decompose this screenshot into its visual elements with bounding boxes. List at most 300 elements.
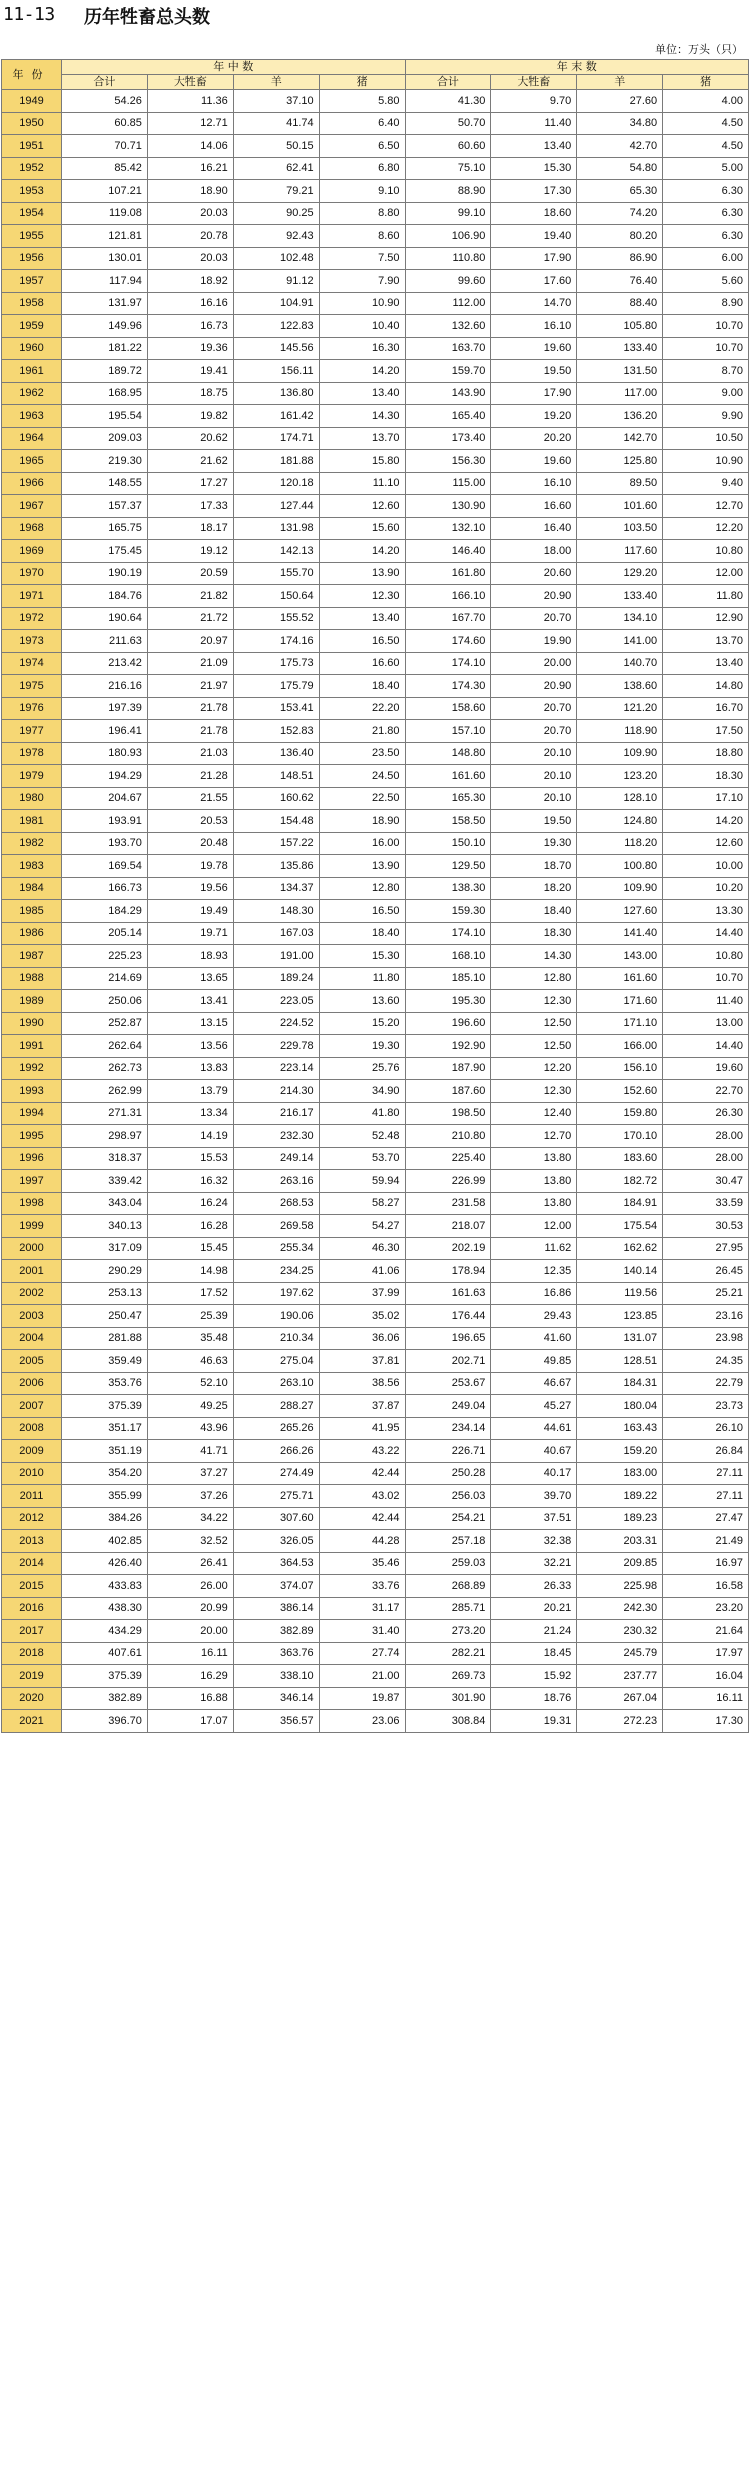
end-total-cell: 99.10 [405,202,491,225]
mid-sheep-cell: 135.86 [233,855,319,878]
mid-total-cell: 351.19 [62,1440,148,1463]
table-row [2,765,749,788]
table-row [2,1192,749,1215]
mid-total-cell: 355.99 [62,1485,148,1508]
table-row [2,585,749,608]
mid-total-cell: 375.39 [62,1665,148,1688]
mid-total-cell: 131.97 [62,292,148,315]
mid-pig-cell: 37.81 [319,1350,405,1373]
mid-sheep-cell: 157.22 [233,832,319,855]
mid-pig-cell: 31.40 [319,1620,405,1643]
mid-sheep-cell: 175.73 [233,652,319,675]
table-row [2,1642,749,1665]
end-pig-cell: 10.00 [663,855,749,878]
end-total-cell: 174.60 [405,630,491,653]
end-pig-cell: 27.47 [663,1507,749,1530]
mid-large-livestock-cell: 20.00 [147,1620,233,1643]
end-total-cell: 146.40 [405,540,491,563]
end-pig-cell: 5.00 [663,157,749,180]
mid-large-livestock-cell: 19.36 [147,337,233,360]
year-cell: 1997 [2,1170,62,1193]
end-pig-cell: 16.04 [663,1665,749,1688]
end-pig-cell: 14.40 [663,922,749,945]
end-sheep-cell: 136.20 [577,405,663,428]
table-row [2,1620,749,1643]
year-cell: 1993 [2,1080,62,1103]
year-cell: 1951 [2,135,62,158]
end-total-cell: 115.00 [405,472,491,495]
mid-total-cell: 317.09 [62,1237,148,1260]
mid-sheep-cell: 288.27 [233,1395,319,1418]
year-cell: 2018 [2,1642,62,1665]
end-large-livestock-cell: 17.30 [491,180,577,203]
mid-large-livestock-cell: 37.27 [147,1462,233,1485]
mid-pig-cell: 46.30 [319,1237,405,1260]
table-row [2,360,749,383]
mid-large-livestock-cell: 19.41 [147,360,233,383]
year-cell: 1972 [2,607,62,630]
end-large-livestock-cell: 20.20 [491,427,577,450]
mid-pig-cell: 22.50 [319,787,405,810]
mid-sheep-cell: 275.04 [233,1350,319,1373]
year-cell: 1976 [2,697,62,720]
end-pig-cell: 9.90 [663,405,749,428]
end-sheep-cell: 134.10 [577,607,663,630]
end-sheep-cell: 123.20 [577,765,663,788]
mid-large-livestock-cell: 20.97 [147,630,233,653]
title-bar [0,0,751,28]
end-pig-cell: 17.97 [663,1642,749,1665]
end-pig-cell: 18.80 [663,742,749,765]
end-pig-cell: 4.50 [663,112,749,135]
table-row [2,652,749,675]
end-large-livestock-cell: 16.10 [491,315,577,338]
mid-pig-cell: 13.90 [319,562,405,585]
end-pig-cell: 26.84 [663,1440,749,1463]
end-sheep-cell: 171.10 [577,1012,663,1035]
year-cell: 1985 [2,900,62,923]
end-large-livestock-cell: 19.50 [491,810,577,833]
mid-pig-cell: 15.20 [319,1012,405,1035]
end-total-cell: 130.90 [405,495,491,518]
mid-pig-cell: 15.60 [319,517,405,540]
mid-total-cell: 426.40 [62,1552,148,1575]
mid-sheep-cell: 234.25 [233,1260,319,1283]
mid-large-livestock-cell: 12.71 [147,112,233,135]
year-cell: 1956 [2,247,62,270]
table-row [2,900,749,923]
table-row [2,607,749,630]
end-total-cell: 282.21 [405,1642,491,1665]
end-total-cell: 132.60 [405,315,491,338]
table-row [2,855,749,878]
mid-large-livestock-cell: 13.83 [147,1057,233,1080]
year-cell: 1988 [2,967,62,990]
mid-sheep-cell: 255.34 [233,1237,319,1260]
end-pig-cell: 11.40 [663,990,749,1013]
mid-sheep-cell: 263.10 [233,1372,319,1395]
end-sheep-cell: 183.60 [577,1147,663,1170]
mid-pig-cell: 19.30 [319,1035,405,1058]
year-cell: 1949 [2,90,62,113]
end-total-cell: 165.40 [405,405,491,428]
table-row [2,495,749,518]
end-sheep-cell: 242.30 [577,1597,663,1620]
end-large-livestock-cell: 20.10 [491,787,577,810]
mid-sheep-cell: 174.16 [233,630,319,653]
table-row [2,1125,749,1148]
mid-total-cell: 70.71 [62,135,148,158]
sub-header: 合计 [405,75,491,90]
end-large-livestock-cell: 20.00 [491,652,577,675]
end-sheep-cell: 183.00 [577,1462,663,1485]
end-sheep-cell: 100.80 [577,855,663,878]
mid-large-livestock-cell: 49.25 [147,1395,233,1418]
end-sheep-cell: 128.51 [577,1350,663,1373]
end-large-livestock-cell: 44.61 [491,1417,577,1440]
table-row [2,1170,749,1193]
mid-large-livestock-cell: 20.48 [147,832,233,855]
mid-pig-cell: 43.22 [319,1440,405,1463]
end-total-cell: 99.60 [405,270,491,293]
end-large-livestock-cell: 32.21 [491,1552,577,1575]
end-total-cell: 273.20 [405,1620,491,1643]
mid-pig-cell: 9.10 [319,180,405,203]
end-sheep-cell: 152.60 [577,1080,663,1103]
mid-pig-cell: 16.50 [319,630,405,653]
mid-large-livestock-cell: 19.56 [147,877,233,900]
table-row [2,1417,749,1440]
table-row [2,1485,749,1508]
mid-sheep-cell: 268.53 [233,1192,319,1215]
end-sheep-cell: 184.31 [577,1372,663,1395]
end-total-cell: 187.90 [405,1057,491,1080]
mid-large-livestock-cell: 16.16 [147,292,233,315]
year-cell: 1979 [2,765,62,788]
mid-pig-cell: 12.30 [319,585,405,608]
mid-total-cell: 193.91 [62,810,148,833]
end-sheep-cell: 159.80 [577,1102,663,1125]
end-sheep-cell: 189.22 [577,1485,663,1508]
table-row [2,540,749,563]
end-large-livestock-cell: 41.60 [491,1327,577,1350]
end-large-livestock-cell: 45.27 [491,1395,577,1418]
year-cell: 1955 [2,225,62,248]
table-row [2,1305,749,1328]
mid-sheep-cell: 155.52 [233,607,319,630]
end-large-livestock-cell: 20.90 [491,585,577,608]
mid-sheep-cell: 127.44 [233,495,319,518]
year-cell: 1950 [2,112,62,135]
year-cell: 1969 [2,540,62,563]
mid-total-cell: 211.63 [62,630,148,653]
year-cell: 1963 [2,405,62,428]
end-pig-cell: 28.00 [663,1147,749,1170]
mid-total-cell: 271.31 [62,1102,148,1125]
mid-total-cell: 354.20 [62,1462,148,1485]
mid-large-livestock-cell: 18.17 [147,517,233,540]
end-total-cell: 129.50 [405,855,491,878]
year-cell: 1975 [2,675,62,698]
end-large-livestock-cell: 19.50 [491,360,577,383]
end-sheep-cell: 140.14 [577,1260,663,1283]
table-row [2,1350,749,1373]
mid-pig-cell: 59.94 [319,1170,405,1193]
year-cell: 1996 [2,1147,62,1170]
mid-total-cell: 180.93 [62,742,148,765]
end-large-livestock-cell: 29.43 [491,1305,577,1328]
year-cell: 2007 [2,1395,62,1418]
end-sheep-cell: 272.23 [577,1710,663,1733]
mid-total-cell: 175.45 [62,540,148,563]
end-total-cell: 166.10 [405,585,491,608]
mid-large-livestock-cell: 16.88 [147,1687,233,1710]
end-sheep-cell: 156.10 [577,1057,663,1080]
mid-sheep-cell: 167.03 [233,922,319,945]
mid-sheep-cell: 338.10 [233,1665,319,1688]
year-cell: 1961 [2,360,62,383]
mid-large-livestock-cell: 20.78 [147,225,233,248]
end-pig-cell: 13.70 [663,630,749,653]
year-cell: 2001 [2,1260,62,1283]
mid-sheep-cell: 156.11 [233,360,319,383]
end-sheep-cell: 129.20 [577,562,663,585]
end-pig-cell: 6.30 [663,225,749,248]
end-total-cell: 132.10 [405,517,491,540]
end-sheep-cell: 117.00 [577,382,663,405]
mid-sheep-cell: 136.80 [233,382,319,405]
end-large-livestock-cell: 18.30 [491,922,577,945]
end-pig-cell: 26.10 [663,1417,749,1440]
mid-pig-cell: 43.02 [319,1485,405,1508]
mid-sheep-cell: 266.26 [233,1440,319,1463]
table-row [2,180,749,203]
mid-sheep-cell: 155.70 [233,562,319,585]
year-cell: 2010 [2,1462,62,1485]
mid-pig-cell: 13.60 [319,990,405,1013]
end-sheep-cell: 88.40 [577,292,663,315]
year-cell: 2006 [2,1372,62,1395]
table-row [2,1372,749,1395]
mid-pig-cell: 14.20 [319,540,405,563]
end-large-livestock-cell: 9.70 [491,90,577,113]
end-large-livestock-cell: 20.10 [491,742,577,765]
year-header: 年份 [2,60,62,90]
mid-large-livestock-cell: 17.07 [147,1710,233,1733]
end-large-livestock-cell: 20.70 [491,607,577,630]
end-total-cell: 157.10 [405,720,491,743]
mid-pig-cell: 37.87 [319,1395,405,1418]
mid-sheep-cell: 41.74 [233,112,319,135]
end-sheep-cell: 65.30 [577,180,663,203]
sub-header: 大牲畜 [147,75,233,90]
mid-large-livestock-cell: 16.32 [147,1170,233,1193]
end-large-livestock-cell: 20.90 [491,675,577,698]
end-sheep-cell: 131.07 [577,1327,663,1350]
end-total-cell: 148.80 [405,742,491,765]
end-total-cell: 176.44 [405,1305,491,1328]
end-large-livestock-cell: 12.30 [491,990,577,1013]
mid-pig-cell: 27.74 [319,1642,405,1665]
table-row [2,1080,749,1103]
mid-pig-cell: 6.50 [319,135,405,158]
table-row [2,90,749,113]
end-pig-cell: 10.90 [663,450,749,473]
end-sheep-cell: 159.20 [577,1440,663,1463]
mid-total-cell: 195.54 [62,405,148,428]
mid-total-cell: 382.89 [62,1687,148,1710]
end-large-livestock-cell: 20.10 [491,765,577,788]
end-total-cell: 178.94 [405,1260,491,1283]
end-large-livestock-cell: 46.67 [491,1372,577,1395]
mid-large-livestock-cell: 17.33 [147,495,233,518]
mid-large-livestock-cell: 20.59 [147,562,233,585]
table-row [2,382,749,405]
end-sheep-cell: 143.00 [577,945,663,968]
end-large-livestock-cell: 16.60 [491,495,577,518]
table-row [2,1597,749,1620]
year-cell: 1984 [2,877,62,900]
mid-sheep-cell: 152.83 [233,720,319,743]
mid-pig-cell: 6.80 [319,157,405,180]
end-total-cell: 161.60 [405,765,491,788]
mid-sheep-cell: 161.42 [233,405,319,428]
table-row [2,720,749,743]
mid-large-livestock-cell: 21.78 [147,720,233,743]
mid-total-cell: 353.76 [62,1372,148,1395]
end-large-livestock-cell: 11.62 [491,1237,577,1260]
end-pig-cell: 16.11 [663,1687,749,1710]
year-cell: 2015 [2,1575,62,1598]
mid-total-cell: 281.88 [62,1327,148,1350]
end-total-cell: 158.50 [405,810,491,833]
end-total-cell: 226.99 [405,1170,491,1193]
mid-large-livestock-cell: 19.78 [147,855,233,878]
mid-sheep-cell: 229.78 [233,1035,319,1058]
mid-large-livestock-cell: 25.39 [147,1305,233,1328]
end-total-cell: 60.60 [405,135,491,158]
end-pig-cell: 10.70 [663,337,749,360]
mid-pig-cell: 37.99 [319,1282,405,1305]
year-cell: 2013 [2,1530,62,1553]
end-large-livestock-cell: 18.45 [491,1642,577,1665]
mid-sheep-cell: 197.62 [233,1282,319,1305]
mid-total-cell: 85.42 [62,157,148,180]
end-pig-cell: 27.11 [663,1485,749,1508]
end-sheep-cell: 166.00 [577,1035,663,1058]
mid-large-livestock-cell: 21.28 [147,765,233,788]
end-total-cell: 192.90 [405,1035,491,1058]
end-sheep-cell: 245.79 [577,1642,663,1665]
end-sheep-cell: 237.77 [577,1665,663,1688]
mid-large-livestock-cell: 13.41 [147,990,233,1013]
end-large-livestock-cell: 20.21 [491,1597,577,1620]
year-cell: 2021 [2,1710,62,1733]
end-pig-cell: 33.59 [663,1192,749,1215]
year-cell: 1992 [2,1057,62,1080]
end-sheep-cell: 80.20 [577,225,663,248]
end-large-livestock-cell: 16.40 [491,517,577,540]
year-cell: 1991 [2,1035,62,1058]
mid-total-cell: 149.96 [62,315,148,338]
year-cell: 1954 [2,202,62,225]
end-sheep-cell: 131.50 [577,360,663,383]
mid-total-cell: 438.30 [62,1597,148,1620]
end-large-livestock-cell: 16.86 [491,1282,577,1305]
mid-total-cell: 169.54 [62,855,148,878]
mid-pig-cell: 35.02 [319,1305,405,1328]
end-total-cell: 161.80 [405,562,491,585]
sub-header: 羊 [577,75,663,90]
end-sheep-cell: 101.60 [577,495,663,518]
end-sheep-cell: 141.40 [577,922,663,945]
mid-large-livestock-cell: 19.49 [147,900,233,923]
end-large-livestock-cell: 18.60 [491,202,577,225]
end-sheep-cell: 118.20 [577,832,663,855]
mid-pig-cell: 13.90 [319,855,405,878]
year-cell: 1990 [2,1012,62,1035]
year-cell: 1994 [2,1102,62,1125]
year-cell: 1957 [2,270,62,293]
mid-total-cell: 262.73 [62,1057,148,1080]
end-large-livestock-cell: 12.35 [491,1260,577,1283]
sub-header: 大牲畜 [491,75,577,90]
mid-pig-cell: 13.40 [319,382,405,405]
table-row [2,1215,749,1238]
mid-large-livestock-cell: 16.24 [147,1192,233,1215]
table-row [2,990,749,1013]
mid-large-livestock-cell: 18.90 [147,180,233,203]
end-large-livestock-cell: 19.30 [491,832,577,855]
mid-total-cell: 433.83 [62,1575,148,1598]
end-pig-cell: 27.95 [663,1237,749,1260]
table-row [2,337,749,360]
table-row [2,1237,749,1260]
mid-sheep-cell: 91.12 [233,270,319,293]
mid-total-cell: 168.95 [62,382,148,405]
mid-large-livestock-cell: 26.00 [147,1575,233,1598]
year-cell: 2020 [2,1687,62,1710]
livestock-table [1,59,749,1733]
mid-large-livestock-cell: 35.48 [147,1327,233,1350]
mid-sheep-cell: 148.30 [233,900,319,923]
group-header-row [2,60,749,75]
end-pig-cell: 6.30 [663,202,749,225]
mid-large-livestock-cell: 18.75 [147,382,233,405]
end-large-livestock-cell: 12.20 [491,1057,577,1080]
page-title: 历年牲畜总头数 [84,7,210,28]
mid-large-livestock-cell: 26.41 [147,1552,233,1575]
mid-large-livestock-cell: 19.82 [147,405,233,428]
table-body [2,90,749,1733]
mid-sheep-cell: 120.18 [233,472,319,495]
mid-total-cell: 219.30 [62,450,148,473]
end-large-livestock-cell: 12.50 [491,1035,577,1058]
mid-sheep-cell: 90.25 [233,202,319,225]
end-sheep-cell: 133.40 [577,337,663,360]
mid-sheep-cell: 214.30 [233,1080,319,1103]
year-cell: 1959 [2,315,62,338]
mid-total-cell: 181.22 [62,337,148,360]
end-total-cell: 249.04 [405,1395,491,1418]
end-total-cell: 185.10 [405,967,491,990]
mid-sheep-cell: 232.30 [233,1125,319,1148]
mid-large-livestock-cell: 21.55 [147,787,233,810]
end-total-cell: 225.40 [405,1147,491,1170]
mid-sheep-cell: 216.17 [233,1102,319,1125]
year-cell: 1964 [2,427,62,450]
mid-sheep-cell: 102.48 [233,247,319,270]
